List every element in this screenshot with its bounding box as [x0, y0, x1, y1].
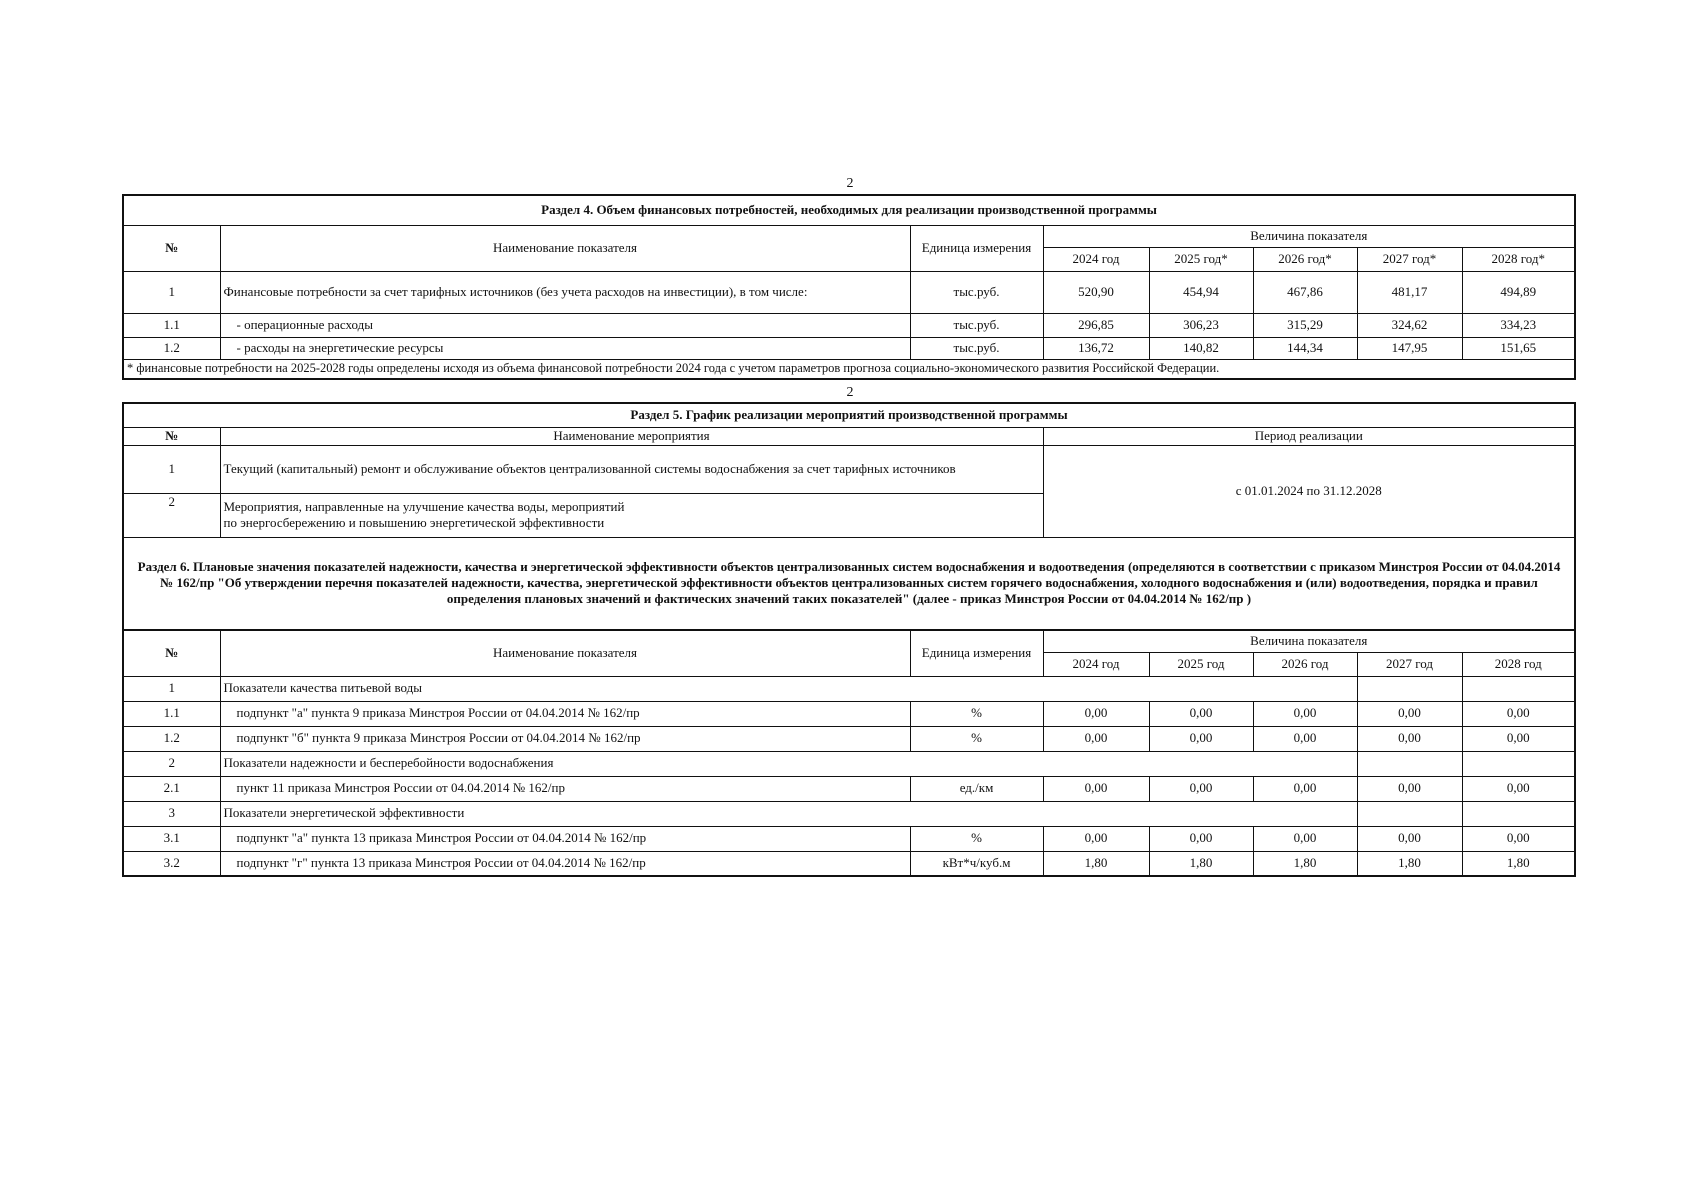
row-name-line: по энергосбережению и повышению энергетической эффективности	[223, 515, 605, 530]
row-value: 0,00	[1043, 776, 1149, 801]
row-name: Финансовые потребности за счет тарифных источников (без учета расходов на инвестиции), в том числе:	[220, 271, 910, 313]
row-no: 1	[123, 445, 220, 493]
row-value: 1,80	[1253, 851, 1357, 876]
row-unit: %	[910, 701, 1043, 726]
year-header: 2024 год	[1043, 652, 1149, 676]
year-header: 2026 год*	[1253, 247, 1357, 271]
table-row	[123, 726, 1575, 751]
row-no: 2	[123, 493, 220, 537]
section4-footnote: * финансовые потребности на 2025-2028 годы определены исходя из объема финансовой потребности 2024 года с учетом параметров прогноза социально-экономического развития Российской Федерации.	[123, 359, 1575, 379]
row-name: - операционные расходы	[220, 313, 910, 337]
row-no: 1	[123, 271, 220, 313]
row-value: 481,17	[1357, 271, 1462, 313]
group-no: 1	[123, 676, 220, 701]
row-value: 151,65	[1462, 337, 1575, 359]
table-row	[123, 826, 1575, 851]
row-name: подпункт "г" пункта 13 приказа Минстроя России от 04.04.2014 № 162/пр	[220, 851, 910, 876]
row-unit: тыс.руб.	[910, 313, 1043, 337]
row-unit: тыс.руб.	[910, 271, 1043, 313]
row-unit: ед./км	[910, 776, 1043, 801]
group-no: 2	[123, 751, 220, 776]
row-no: 3.1	[123, 826, 220, 851]
year-header: 2027 год	[1357, 652, 1462, 676]
row-unit: тыс.руб.	[910, 337, 1043, 359]
implementation-period: с 01.01.2024 по 31.12.2028	[1043, 445, 1575, 537]
row-value: 0,00	[1043, 826, 1149, 851]
row-value: 0,00	[1357, 726, 1462, 751]
col-header-period: Период реализации	[1043, 427, 1575, 445]
table-row	[123, 337, 1575, 359]
col-header-unit: Единица измерения	[910, 630, 1043, 676]
row-no: 2.1	[123, 776, 220, 801]
group-row	[123, 801, 1575, 826]
table-row	[123, 271, 1575, 313]
row-value: 315,29	[1253, 313, 1357, 337]
row-value: 147,95	[1357, 337, 1462, 359]
section5-title: Раздел 5. График реализации мероприятий производственной программы	[123, 403, 1575, 427]
row-no: 1.1	[123, 313, 220, 337]
row-value: 494,89	[1462, 271, 1575, 313]
row-no: 1.2	[123, 726, 220, 751]
row-value: 140,82	[1149, 337, 1253, 359]
section6-table	[122, 629, 1576, 877]
row-value: 0,00	[1462, 701, 1575, 726]
col-header-value: Величина показателя	[1043, 225, 1575, 247]
col-header-no: №	[123, 225, 220, 271]
row-name: подпункт "а" пункта 9 приказа Минстроя России от 04.04.2014 № 162/пр	[220, 701, 910, 726]
group-name: Показатели качества питьевой воды	[220, 676, 1357, 701]
col-header-unit: Единица измерения	[910, 225, 1043, 271]
col-header-no: №	[123, 427, 220, 445]
row-no: 3.2	[123, 851, 220, 876]
table-row	[123, 776, 1575, 801]
year-header: 2025 год	[1149, 652, 1253, 676]
row-name: пункт 11 приказа Минстроя России от 04.04.2014 № 162/пр	[220, 776, 910, 801]
group-no: 3	[123, 801, 220, 826]
year-header: 2025 год*	[1149, 247, 1253, 271]
row-unit: %	[910, 726, 1043, 751]
col-header-name: Наименование показателя	[220, 225, 910, 271]
col-header-value: Величина показателя	[1043, 630, 1575, 652]
group-name: Показатели надежности и бесперебойности водоснабжения	[220, 751, 1357, 776]
row-value: 136,72	[1043, 337, 1149, 359]
row-value: 454,94	[1149, 271, 1253, 313]
col-header-name: Наименование показателя	[220, 630, 910, 676]
row-name-line: Мероприятия, направленные на улучшение качества воды, мероприятий	[223, 498, 625, 514]
row-name: подпункт "а" пункта 13 приказа Минстроя России от 04.04.2014 № 162/пр	[220, 826, 910, 851]
year-header: 2026 год	[1253, 652, 1357, 676]
row-value: 334,23	[1462, 313, 1575, 337]
table-row	[123, 445, 1575, 493]
year-header: 2027 год*	[1357, 247, 1462, 271]
row-no: 1.2	[123, 337, 220, 359]
row-value: 0,00	[1043, 701, 1149, 726]
row-value: 0,00	[1149, 826, 1253, 851]
row-value: 0,00	[1253, 726, 1357, 751]
col-header-name: Наименование мероприятия	[220, 427, 1043, 445]
table-row	[123, 313, 1575, 337]
section6-title: Раздел 6. Плановые значения показателей надежности, качества и энергетической эффективности объектов централизованных систем водоснабжения и водоотведения (определяются в соответствии с приказом Минстроя России от 04.04.2014 № 162/пр "Об утверждении перечня показателей надежности, качества, энергетической эффективности объектов централизованных систем горячего водоснабжения, холодного водоснабжения и (или) водоотведения, порядка и правил определения плановых значений и фактических значений таких показателей" (далее - приказ Минстроя России от 04.04.2014 № 162/пр )	[123, 537, 1575, 630]
row-no: 1.1	[123, 701, 220, 726]
page-number: 2	[846, 385, 854, 400]
year-header: 2028 год*	[1462, 247, 1575, 271]
row-value: 324,62	[1357, 313, 1462, 337]
year-header: 2028 год	[1462, 652, 1575, 676]
row-unit: %	[910, 826, 1043, 851]
row-value: 0,00	[1357, 776, 1462, 801]
section4-table	[122, 194, 1576, 380]
row-name: - расходы на энергетические ресурсы	[220, 337, 910, 359]
row-value: 1,80	[1357, 851, 1462, 876]
group-row	[123, 751, 1575, 776]
row-value: 0,00	[1462, 776, 1575, 801]
row-value: 296,85	[1043, 313, 1149, 337]
row-value: 0,00	[1253, 701, 1357, 726]
table-row	[123, 851, 1575, 876]
group-name: Показатели энергетической эффективности	[220, 801, 1357, 826]
row-value: 0,00	[1462, 726, 1575, 751]
row-name: подпункт "б" пункта 9 приказа Минстроя России от 04.04.2014 № 162/пр	[220, 726, 910, 751]
row-value: 0,00	[1357, 701, 1462, 726]
row-value: 0,00	[1357, 826, 1462, 851]
group-row	[123, 676, 1575, 701]
year-header: 2024 год	[1043, 247, 1149, 271]
section5-table	[122, 402, 1576, 631]
section4-title: Раздел 4. Объем финансовых потребностей, необходимых для реализации производственной программы	[123, 195, 1575, 225]
row-name	[220, 493, 1043, 537]
row-name: Текущий (капитальный) ремонт и обслуживание объектов централизованной системы водоснабжения за счет тарифных источников	[220, 445, 1043, 493]
row-value: 520,90	[1043, 271, 1149, 313]
row-unit: кВт*ч/куб.м	[910, 851, 1043, 876]
row-value: 0,00	[1149, 701, 1253, 726]
table-row	[123, 701, 1575, 726]
row-value: 306,23	[1149, 313, 1253, 337]
row-value: 0,00	[1043, 726, 1149, 751]
row-value: 1,80	[1043, 851, 1149, 876]
page-number: 2	[846, 176, 854, 191]
row-value: 0,00	[1149, 776, 1253, 801]
row-value: 0,00	[1462, 826, 1575, 851]
row-value: 144,34	[1253, 337, 1357, 359]
row-value: 1,80	[1462, 851, 1575, 876]
row-value: 0,00	[1253, 776, 1357, 801]
row-value: 0,00	[1149, 726, 1253, 751]
row-value: 467,86	[1253, 271, 1357, 313]
row-value: 0,00	[1253, 826, 1357, 851]
col-header-no: №	[123, 630, 220, 676]
row-value: 1,80	[1149, 851, 1253, 876]
